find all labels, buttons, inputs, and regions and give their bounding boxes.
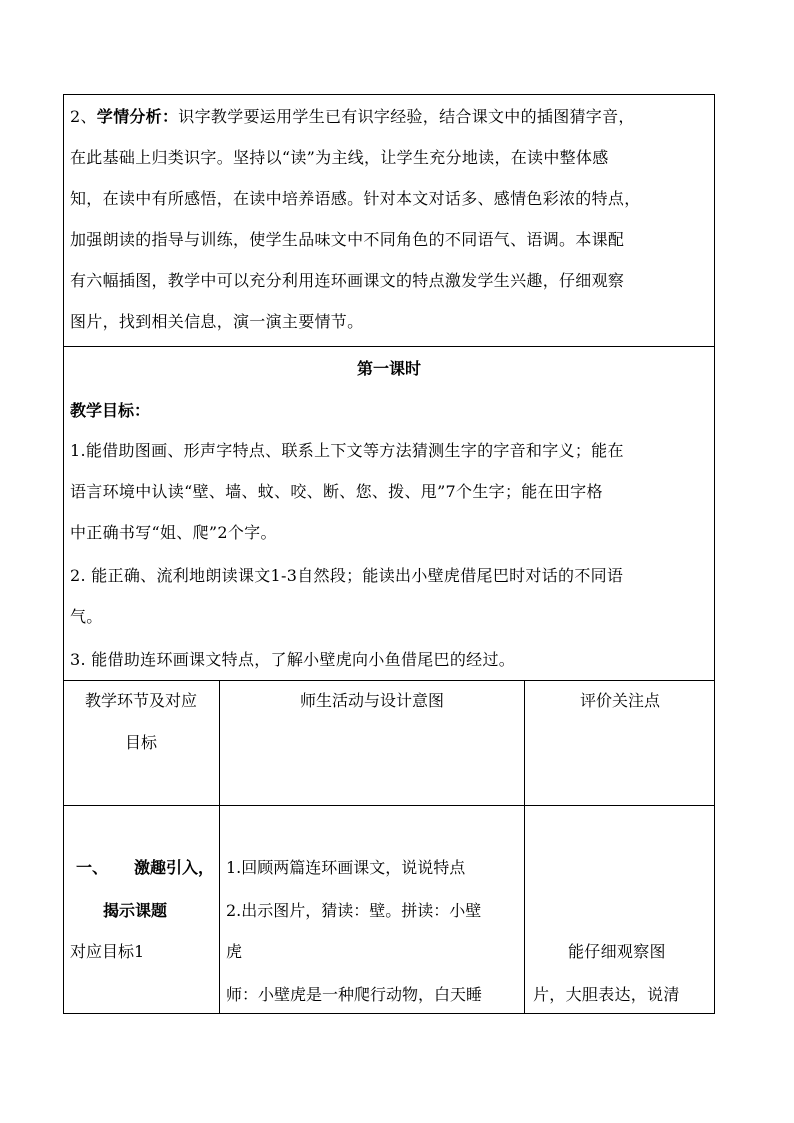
step-goal: 对应目标1 — [70, 942, 145, 961]
goal-line: 2. 能正确、流利地朗读课文1-3自然段；能读出小壁虎借尾巴时对话的不同语 — [70, 566, 624, 585]
analysis-text: 识字教学要运用学生已有识字经验，结合课文中的插图猜字音， — [178, 107, 635, 126]
analysis-label: 学情分析： — [96, 107, 179, 126]
header-evaluation: 评价关注点 — [579, 691, 660, 710]
goal-line: 语言环境中认读“壁、墙、蚊、咬、断、您、拨、甩”7个生字；能在田字格 — [70, 482, 603, 501]
goal-line: 3. 能借助连环画课文特点，了解小壁虎向小鱼借尾巴的经过。 — [70, 650, 516, 669]
table-rule — [524, 680, 525, 1014]
goal-line: 气。 — [70, 607, 103, 626]
goals-heading: 教学目标： — [70, 401, 151, 420]
activity-line: 2.出示图片，猜读：壁。拼读：小壁 — [226, 901, 482, 920]
analysis-line-5: 有六幅插图，教学中可以充分利用连环画课文的特点激发学生兴趣，仔细观察 — [70, 271, 625, 290]
analysis-line-3: 知，在读中有所感悟，在读中培养语感。针对本文对话多、感情色彩浓的特点， — [70, 189, 641, 208]
analysis-line-2: 在此基础上归类识字。坚持以“读”为主线，让学生充分地读，在读中整体感 — [70, 148, 609, 167]
table-rule — [63, 805, 715, 806]
table-rule — [63, 346, 715, 347]
step-title-line-2: 揭示课题 — [103, 901, 168, 920]
analysis-line-6: 图片，找到相关信息，演一演主要情节。 — [70, 312, 364, 331]
analysis-prefix: 2、 — [70, 107, 97, 126]
evaluation-line: 片，大胆表达，说清 — [533, 985, 680, 1004]
activity-line: 师：小壁虎是一种爬行动物，白天睡 — [226, 985, 483, 1004]
activity-line: 1.回顾两篇连环画课文，说说特点 — [226, 858, 466, 877]
table-rule — [219, 680, 220, 1014]
evaluation-line: 能仔细观察图 — [568, 942, 666, 961]
header-step-line-2: 目标 — [124, 733, 157, 752]
table-rule — [63, 680, 715, 681]
step-title-a: 激趣引入， — [134, 858, 215, 877]
step-title-line-1 — [76, 853, 214, 883]
step-number: 一、 — [76, 858, 109, 877]
analysis-line-1 — [70, 102, 635, 132]
header-activities: 师生活动与设计意图 — [299, 691, 444, 710]
activity-line: 虎 — [226, 942, 243, 961]
header-step-line-1: 教学环节及对应 — [84, 691, 197, 710]
goal-line: 1.能借助图画、形声字特点、联系上下文等方法猜测生字的字音和字义；能在 — [70, 441, 624, 460]
goal-line: 中正确书写“姐、爬”2个字。 — [70, 523, 277, 542]
analysis-line-4: 加强朗读的指导与训练，使学生品味文中不同角色的不同语气、语调。本课配 — [70, 230, 625, 249]
lesson-title: 第一课时 — [356, 359, 421, 378]
